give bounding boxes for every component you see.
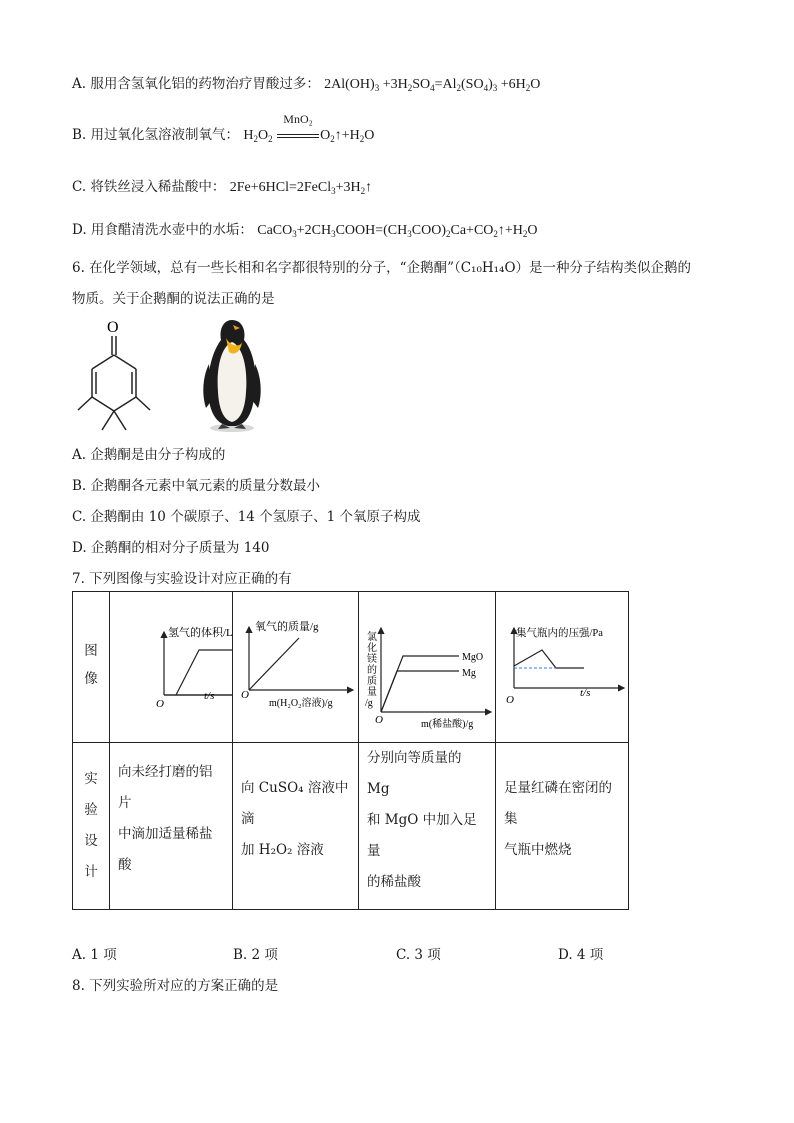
q5-option-b-text: B. 用过氧化氢溶液制氧气：	[72, 127, 240, 143]
q5-option-a-text: A. 服用含氢氧化铝的药物治疗胃酸过多：	[72, 76, 320, 92]
graph-3-ylabel-char: 量	[367, 687, 377, 698]
graph-3-xlabel: m(稀盐酸)/g	[421, 719, 474, 730]
q7-table	[72, 591, 629, 910]
q5-option-c-equation: $2Fe+6HCl=2FeCl_3+3H_2↑$	[229, 180, 373, 196]
graph-1-xlabel: t/s	[204, 690, 215, 702]
graph-2-ylabel: 氧气的质量/g	[255, 621, 319, 633]
design-cell-4	[496, 743, 629, 910]
row-label-char: 设	[84, 833, 98, 849]
design-2-line: 加 H₂O₂ 溶液	[241, 842, 324, 858]
row-label-char: 计	[84, 864, 98, 880]
design-1-line: 中滴加适量稀盐	[118, 826, 213, 842]
q5-option-a-equation: $2Al(OH)_3 +3H_2SO_4=Al_2(SO_4)_3 +6H_2O$	[324, 77, 541, 93]
q5-option-c	[72, 175, 372, 196]
graph-1-origin: O	[156, 698, 164, 710]
graph-3-ylabel-char: 的	[367, 665, 377, 676]
q5-option-b	[72, 112, 375, 144]
graph-cell-2	[233, 592, 359, 743]
design-3-line: 的稀盐酸	[367, 874, 421, 890]
design-2-line: 向 CuSO₄ 溶液中	[241, 780, 349, 796]
graph-1-hydrogen-volume	[110, 592, 232, 738]
graph-4-bottle-pressure	[496, 592, 628, 738]
q7-stem: 7. 下列图像与实验设计对应正确的有	[72, 571, 292, 587]
row-label-design	[73, 743, 110, 910]
q5-option-d-text: D. 用食醋清洗水壶中的水垢：	[72, 222, 253, 238]
row-label-char: 验	[84, 802, 98, 818]
q6-option-a: A. 企鹅酮是由分子构成的	[72, 447, 226, 463]
row-label-char: 像	[84, 671, 98, 687]
oxygen-atom-label: O	[107, 319, 119, 336]
design-4-line: 集	[504, 811, 518, 827]
row-label-char: 实	[84, 771, 98, 787]
q7-answer-c: C. 3 项	[396, 947, 441, 963]
graph-2-xlabel: m(H₂O₂溶液)/g	[269, 698, 333, 709]
row-label-char: 图	[84, 643, 98, 659]
q6-stem-line2: 物质。关于企鹅酮的说法正确的是	[72, 291, 275, 307]
graph-cell-1	[110, 592, 233, 743]
graph-3-ylabel-char: 氯	[367, 632, 377, 643]
graph-cell-4	[496, 592, 629, 743]
design-cell-3	[359, 743, 496, 910]
penguin-image	[196, 316, 268, 434]
graph-4-origin: O	[506, 694, 514, 706]
q5-option-a	[72, 72, 540, 93]
design-1-line: 酸	[118, 857, 132, 873]
design-3-line: 量	[367, 843, 381, 859]
design-cell-2	[233, 743, 359, 910]
graph-3-ylabel-char: /g	[365, 698, 373, 709]
graph-4-ylabel: 集气瓶内的压强/Pa	[516, 628, 603, 639]
graph-3-series-mgo: MgO	[462, 652, 484, 663]
graph-3-ylabel-char: 质	[367, 676, 377, 687]
catalyst-label: MnO₂	[283, 112, 313, 126]
graph-3-origin: O	[375, 714, 383, 726]
design-3-line: Mg	[367, 781, 390, 797]
q6-stem-line1: 6. 在化学领域，总有一些长相和名字都很特别的分子，“企鹅酮”（C₁₀H₁₄O）是一种分子结构类似企鹅的	[72, 260, 692, 276]
graph-3-series-mg: Mg	[462, 668, 476, 679]
q5-option-b-equation: $H_2O_2$ MnO₂ $O_2↑+H_2O$	[243, 112, 375, 144]
design-4-line: 足量红磷在密闭的	[504, 780, 612, 796]
graph-3-ylabel-char: 镁	[367, 654, 377, 665]
q6-option-b: B. 企鹅酮各元素中氧元素的质量分数最小	[72, 478, 321, 494]
graph-3-magnesium-chloride-mass	[359, 592, 495, 738]
design-1-line: 片	[118, 795, 132, 811]
q5-option-c-text: C. 将铁丝浸入稀盐酸中：	[72, 179, 226, 195]
design-1-line: 向未经打磨的铝	[118, 764, 213, 780]
q7-answer-a: A. 1 项	[72, 947, 117, 963]
graph-1-ylabel: 氢气的体积/L	[168, 627, 232, 639]
design-4-line: 气瓶中燃烧	[504, 842, 572, 858]
row-label-graph	[73, 592, 110, 743]
q6-option-d: D. 企鹅酮的相对分子质量为 140	[72, 540, 270, 556]
graph-2-origin: O	[241, 689, 249, 701]
q8-stem: 8. 下列实验所对应的方案正确的是	[72, 978, 279, 994]
q5-option-d-equation: $CaCO_3+2CH_3COOH=(CH_3COO)_2Ca+CO_2↑+H_2O$	[257, 223, 538, 239]
graph-2-oxygen-mass	[233, 592, 358, 738]
q6-option-c: C. 企鹅酮由 10 个碳原子、14 个氢原子、1 个氧原子构成	[72, 509, 421, 525]
q7-answer-d: D. 4 项	[558, 947, 604, 963]
graph-4-xlabel: t/s	[580, 687, 591, 699]
design-cell-1	[110, 743, 233, 910]
q7-answer-b: B. 2 项	[233, 947, 278, 963]
penguinone-structure-diagram	[72, 314, 162, 434]
design-3-line: 和 MgO 中加入足	[367, 812, 477, 828]
design-3-line: 分别向等质量的	[367, 750, 462, 766]
graph-3-ylabel-char: 化	[367, 643, 377, 654]
q5-option-d	[72, 218, 538, 239]
design-2-line: 滴	[241, 811, 255, 827]
graph-cell-3	[359, 592, 496, 743]
